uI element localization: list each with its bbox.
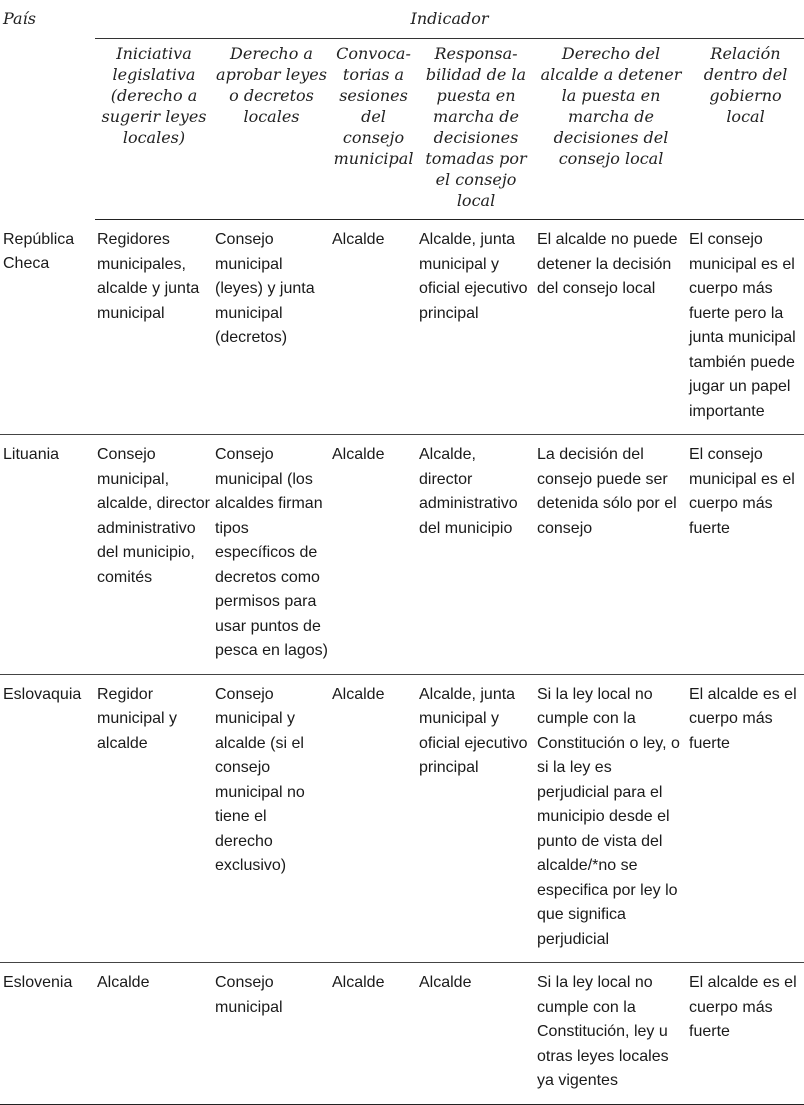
country-cell: Eslovaquia <box>0 674 95 963</box>
table-cell: Alcalde <box>417 963 535 1105</box>
table-cell: Regidor municipal y alcalde <box>95 674 213 963</box>
header-derecho-alcalde-detener: Derecho del alcalde a detener la puesta en marcha de decisiones del consejo local <box>535 39 687 220</box>
table-cell: Si la ley local no cumple con la Constitución o ley, o si la ley es perjudicial para el municipio desde el punto de vista del alcalde/*no se especifica por ley lo que significa perjudicial <box>535 674 687 963</box>
header-relacion-gobierno: Relación dentro del gobierno local <box>687 39 804 220</box>
table-cell: Consejo municipal (los alcaldes firman tipos específicos de decretos como permisos para usar puntos de pesca en lagos) <box>213 435 330 675</box>
table-header <box>0 0 804 220</box>
country-cell: República Checa <box>0 220 95 435</box>
table-cell: Alcalde <box>330 674 417 963</box>
table-row <box>0 435 804 675</box>
country-cell: Lituania <box>0 435 95 675</box>
table-cell: Alcalde, director administrativo del municipio <box>417 435 535 675</box>
table-cell: Alcalde, junta municipal y oficial ejecutivo principal <box>417 674 535 963</box>
table-cell: El alcalde es el cuerpo más fuerte <box>687 963 804 1105</box>
table-body <box>0 220 804 1105</box>
header-iniciativa-legislativa: Iniciativa legislativa (derecho a sugerir leyes locales) <box>95 39 213 220</box>
header-pais: País <box>3 9 36 28</box>
table-cell: El alcalde es el cuerpo más fuerte <box>687 674 804 963</box>
table-cell: Alcalde, junta municipal y oficial ejecutivo principal <box>417 220 535 435</box>
table-cell: Consejo municipal, alcalde, director administrativo del municipio, comités <box>95 435 213 675</box>
table-cell: Alcalde <box>95 963 213 1105</box>
table-cell: Alcalde <box>330 220 417 435</box>
table-row <box>0 674 804 963</box>
table-cell: Regidores municipales, alcalde y junta municipal <box>95 220 213 435</box>
header-responsabilidad: Responsa-bilidad de la puesta en marcha de decisiones tomadas por el consejo local <box>417 39 535 220</box>
header-row-top <box>0 0 804 39</box>
table-cell: Consejo municipal <box>213 963 330 1105</box>
table-cell: La decisión del consejo puede ser detenida sólo por el consejo <box>535 435 687 675</box>
table-row <box>0 220 804 435</box>
table-cell: El consejo municipal es el cuerpo más fuerte pero la junta municipal también puede jugar un papel importante <box>687 220 804 435</box>
header-indicador: Indicador <box>95 0 804 39</box>
table-cell: Alcalde <box>330 963 417 1105</box>
table-cell: El consejo municipal es el cuerpo más fuerte <box>687 435 804 675</box>
country-cell: Eslovenia <box>0 963 95 1105</box>
table-cell: Consejo municipal y alcalde (si el consejo municipal no tiene el derecho exclusivo) <box>213 674 330 963</box>
header-row-columns <box>0 39 804 220</box>
table-cell: El alcalde no puede detener la decisión del consejo local <box>535 220 687 435</box>
table-cell: Si la ley local no cumple con la Constitución, ley u otras leyes locales ya vigentes <box>535 963 687 1105</box>
header-derecho-aprobar: Derecho a aprobar leyes o decretos locales <box>213 39 330 220</box>
table-cell: Alcalde <box>330 435 417 675</box>
table-cell: Consejo municipal (leyes) y junta municipal (decretos) <box>213 220 330 435</box>
table-row <box>0 963 804 1105</box>
header-convocatorias: Convoca-torias a sesiones del consejo municipal <box>330 39 417 220</box>
